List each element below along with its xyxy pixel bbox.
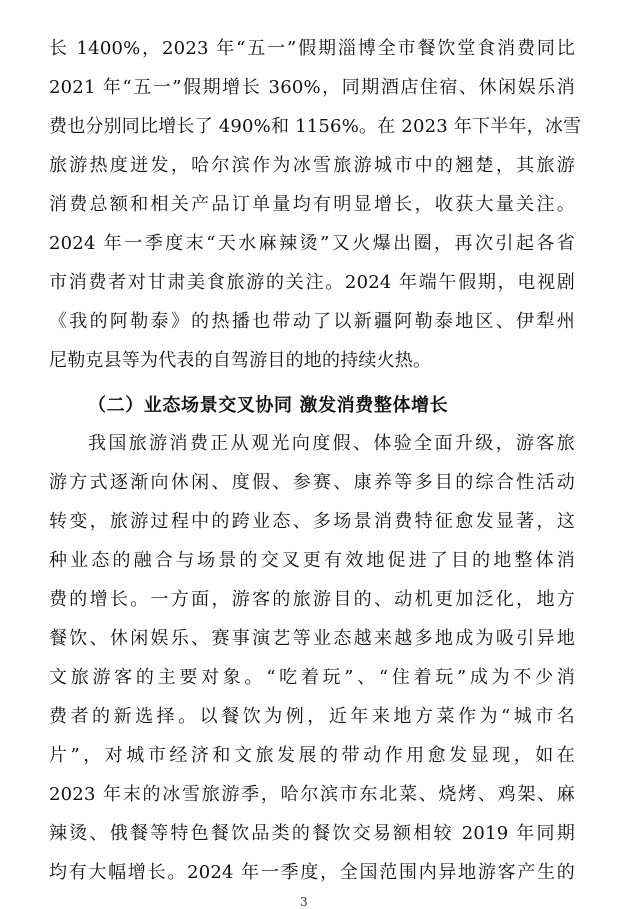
text-line: 辣烫、俄餐等特色餐饮品类的餐饮交易额相较 2019 年同期 [49, 823, 575, 844]
section-heading: （二）业态场景交叉协同 激发消费整体增长 [88, 395, 449, 416]
text-line: 文旅游客的主要对象。“吃着玩”、“住着玩”成为不少消 [49, 667, 575, 688]
text-line: 市消费者对甘肃美食旅游的关注。2024 年端午假期，电视剧 [49, 272, 575, 293]
text-line: 转变，旅游过程中的跨业态、多场景消费特征愈发显著，这 [49, 511, 575, 532]
text-line: 旅游热度迸发，哈尔滨作为冰雪旅游城市中的翘楚，其旅游 [49, 155, 575, 176]
text-line: 2021 年“五一”假期增长 360%，同期酒店住宿、休闲娱乐消 [49, 77, 575, 98]
text-line: 长 1400%，2023 年“五一”假期淄博全市餐饮堂食消费同比 [49, 38, 575, 59]
text-line: 《我的阿勒泰》的热播也带动了以新疆阿勒泰地区、伊犁州 [49, 311, 575, 332]
text-line: 2023 年末的冰雪旅游季，哈尔滨市东北菜、烧烤、鸡架、麻 [49, 784, 575, 805]
text-line: 费的增长。一方面，游客的旅游目的、动机更加泛化，地方 [49, 589, 575, 610]
text-line: 费也分别同比增长了 490%和 1156%。在 2023 年下半年，冰雪 [49, 116, 582, 137]
text-line: 2024 年一季度末“天水麻辣烫”又火爆出圈，再次引起各省 [49, 233, 575, 254]
page-number: 3 [300, 895, 308, 909]
text-line: 均有大幅增长。2024 年一季度，全国范围内异地游客产生的 [49, 862, 575, 883]
text-line: 餐饮、休闲娱乐、赛事演艺等业态越来越多地成为吸引异地 [49, 628, 575, 649]
text-line: 我国旅游消费正从观光向度假、体验全面升级，游客旅 [88, 433, 575, 454]
text-line: 种业态的融合与场景的交叉更有效地促进了目的地整体消 [49, 550, 575, 571]
text-line: 消费总额和相关产品订单量均有明显增长，收获大量关注。 [49, 194, 575, 215]
text-line: 游方式逐渐向休闲、度假、参赛、康养等多目的综合性活动 [49, 472, 575, 493]
text-line: 尼勒克县等为代表的自驾游目的地的持续火热。 [49, 350, 432, 371]
text-line: 费者的新选择。以餐饮为例，近年来地方菜作为“城市名 [49, 706, 575, 727]
text-line: 片”，对城市经济和文旅发展的带动作用愈发显现，如在 [49, 745, 575, 766]
